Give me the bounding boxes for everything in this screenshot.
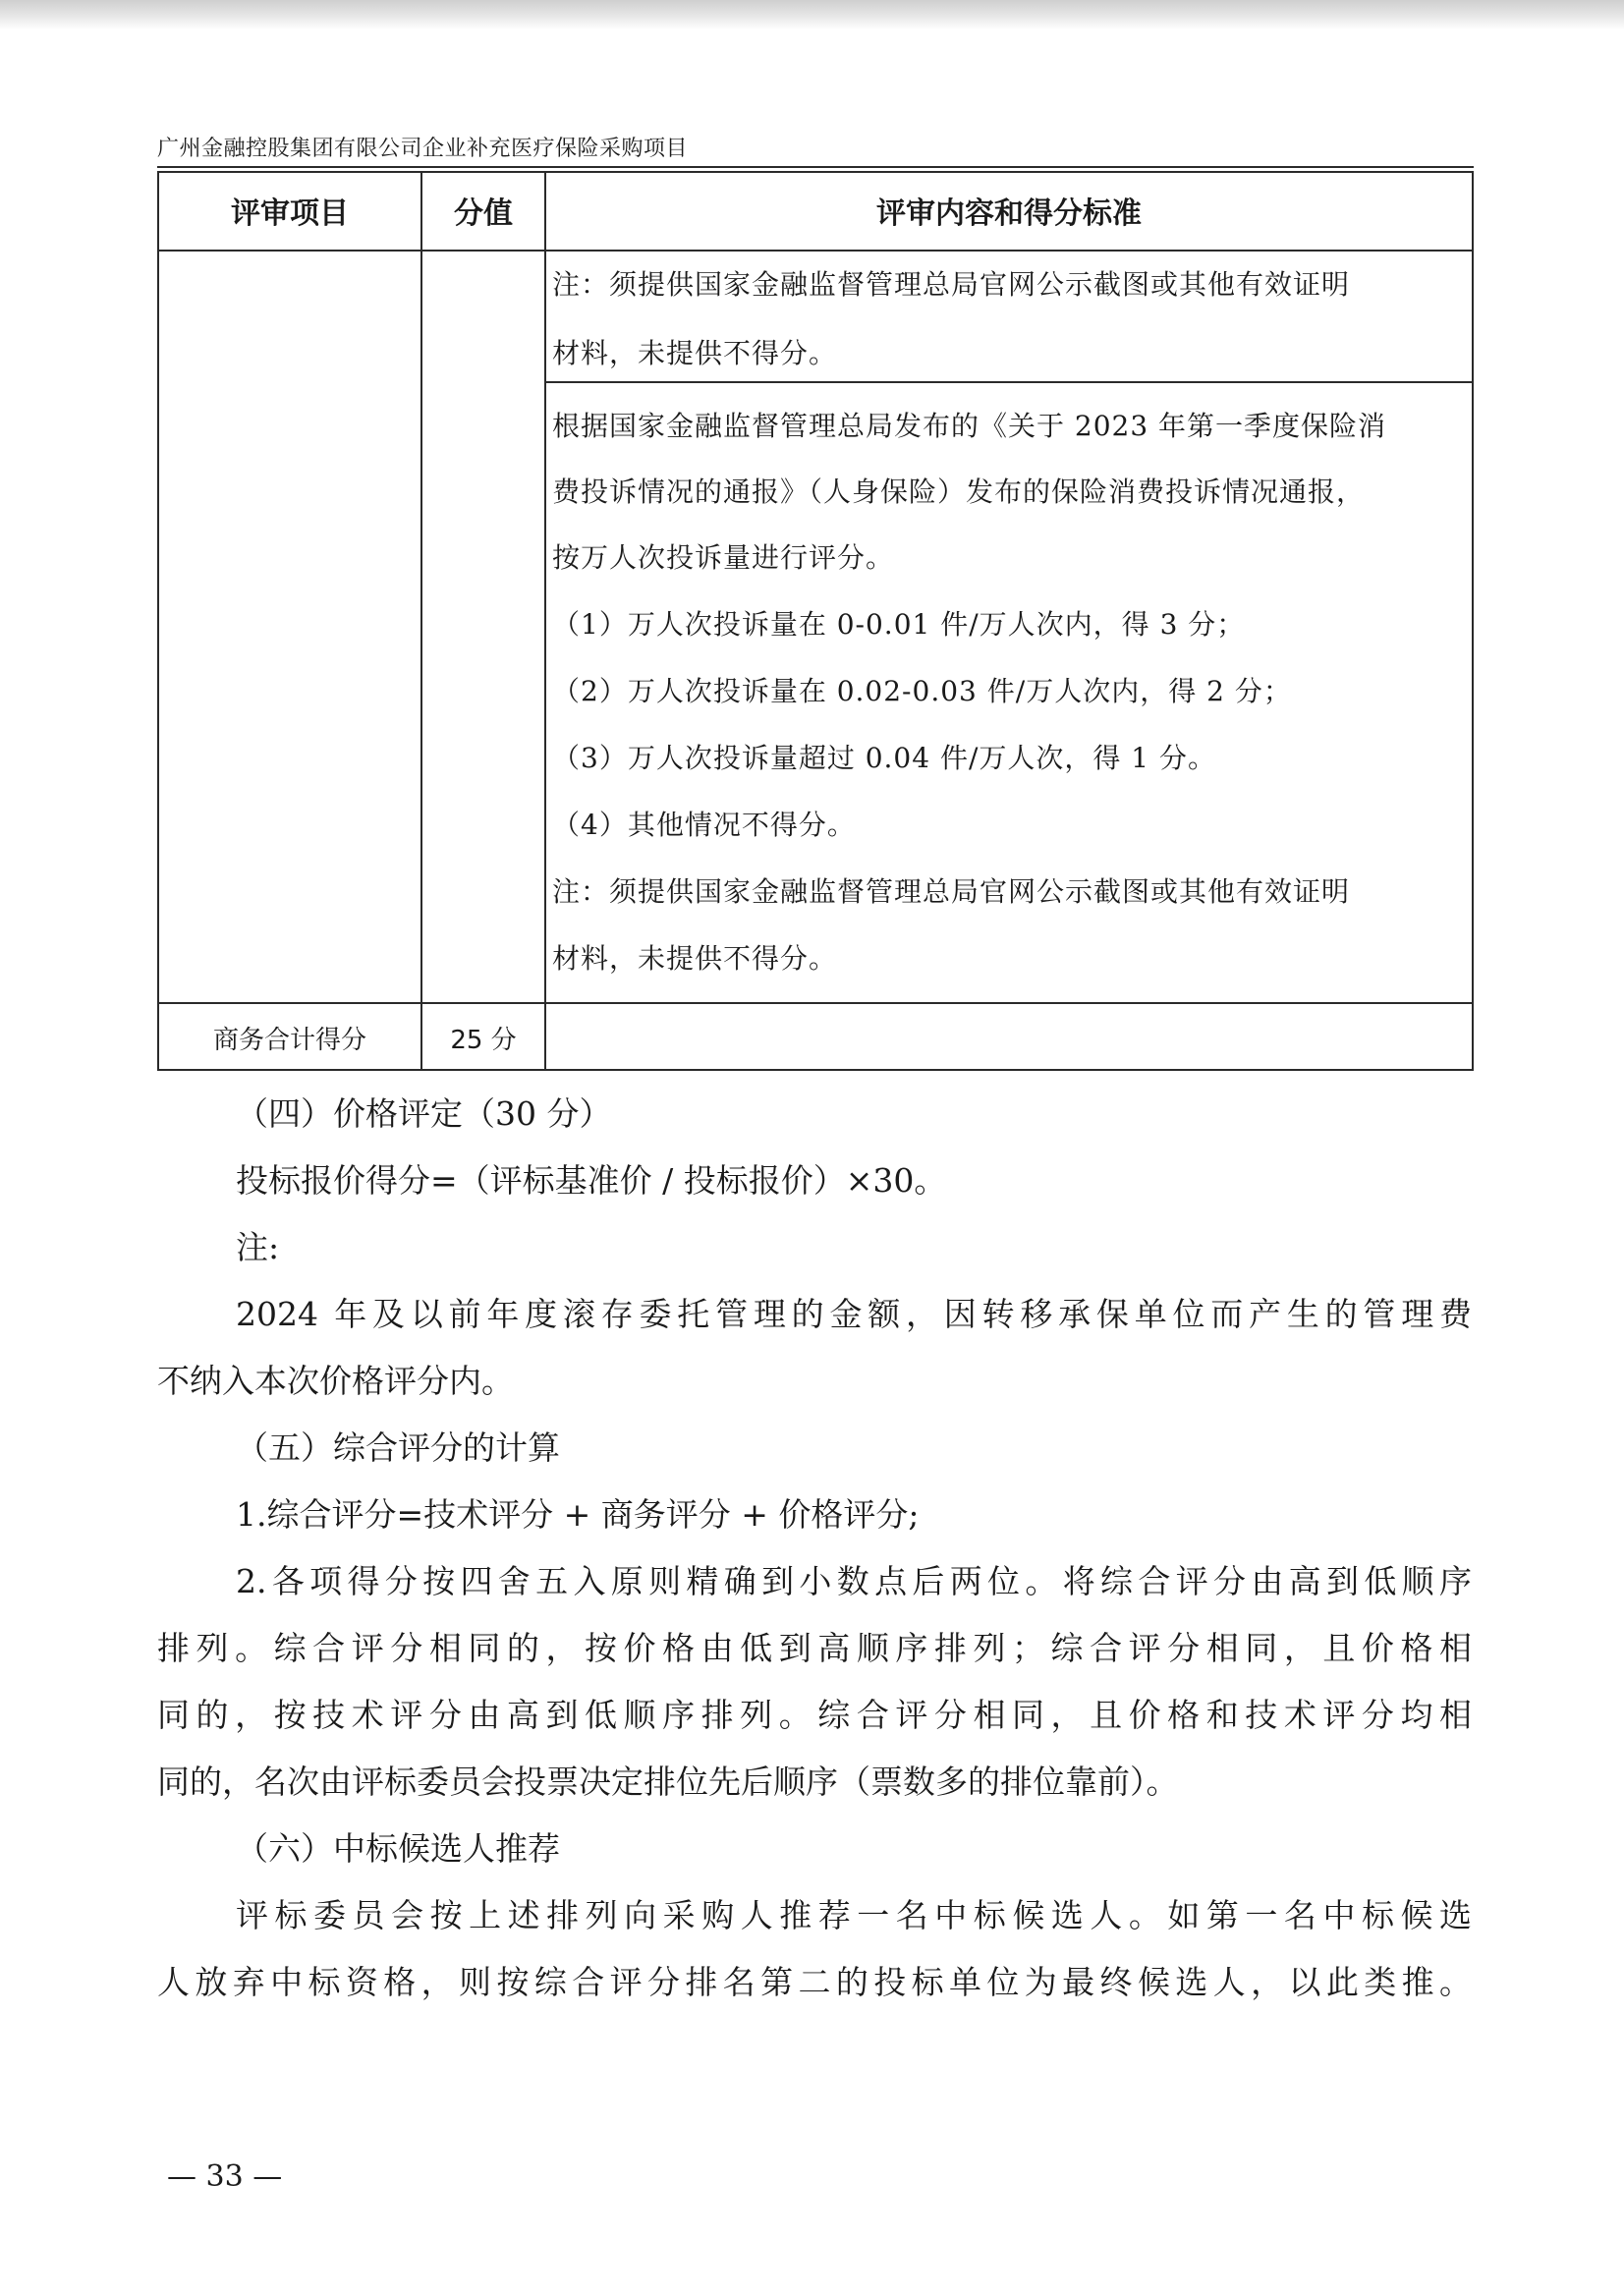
business-total-content [546,1004,1472,1071]
section-heading-composite: （五）综合评分的计算 [236,1428,560,1467]
paragraph-line: 2024 年及以前年度滚存委托管理的金额，因转移承保单位而产生的管理费 [236,1295,1472,1333]
column-header-score: 分值 [454,196,513,231]
paragraph-line: 同的，名次由评标委员会投票决定排位先后顺序（票数多的排位靠前）。 [157,1763,1179,1801]
business-total-score: 25 分 [450,1025,517,1055]
criteria-line: 按万人次投诉量进行评分。 [552,541,895,574]
paragraph-line: 人放弃中标资格，则按综合评分排名第二的投标单位为最终候选人，以此类推。 [157,1963,1472,2001]
running-header: 广州金融控股集团有限公司企业补充医疗保险采购项目 [157,137,689,161]
business-total-label: 商务合计得分 [212,1025,366,1055]
criteria-note-line: 材料，未提供不得分。 [552,337,838,369]
page-number: — 33 — [167,2159,283,2194]
column-header-criteria: 评审内容和得分标准 [876,196,1142,231]
price-formula: 投标报价得分=（评标基准价 / 投标报价）×30。 [236,1161,947,1200]
criteria-line: （3）万人次投诉量超过 0.04 件/万人次，得 1 分。 [552,742,1217,774]
header-row-divider [157,250,1474,252]
criteria-line: （4）其他情况不得分。 [552,809,856,841]
paragraph-line: 同的，按技术评分由高到低顺序排列。综合评分相同，且价格和技术评分均相 [157,1696,1472,1734]
column-divider-2 [544,171,546,1071]
header-underline [157,166,1474,168]
criteria-note-line: 注：须提供国家金融监督管理总局官网公示截图或其他有效证明 [552,268,1351,301]
criteria-line: （1）万人次投诉量在 0-0.01 件/万人次内，得 3 分； [552,608,1246,641]
column-header-item: 评审项目 [231,196,349,231]
table-border-left [157,171,159,1071]
column-divider-1 [420,171,422,1071]
criteria-note-line: 注：须提供国家金融监督管理总局官网公示截图或其他有效证明 [552,875,1351,908]
content-row-divider [544,381,1474,383]
note-label: 注: [236,1228,280,1266]
criteria-line: 根据国家金融监督管理总局发布的《关于 2023 年第一季度保险消 [552,410,1387,442]
section-heading-candidate: （六）中标候选人推荐 [236,1829,560,1868]
paragraph-line: 不纳入本次价格评分内。 [157,1362,514,1400]
criteria-note-line: 材料，未提供不得分。 [552,942,838,975]
scan-top-shading [0,0,1624,29]
criteria-line: 费投诉情况的通报》（人身保险）发布的保险消费投诉情况通报， [552,476,1366,508]
paragraph-line: 排列。综合评分相同的，按价格由低到高顺序排列；综合评分相同，且价格相 [157,1629,1472,1667]
paragraph-line: 2.各项得分按四舍五入原则精确到小数点后两位。将综合评分由高到低顺序 [236,1562,1472,1600]
composite-formula: 1.综合评分=技术评分 + 商务评分 + 价格评分; [236,1495,920,1534]
criteria-line: （2）万人次投诉量在 0.02-0.03 件/万人次内，得 2 分； [552,675,1292,707]
table-border-right [1472,171,1474,1071]
paragraph-line: 评标委员会按上述排列向采购人推荐一名中标候选人。如第一名中标候选 [236,1896,1472,1934]
section-heading-price: （四）价格评定（30 分） [236,1094,612,1133]
